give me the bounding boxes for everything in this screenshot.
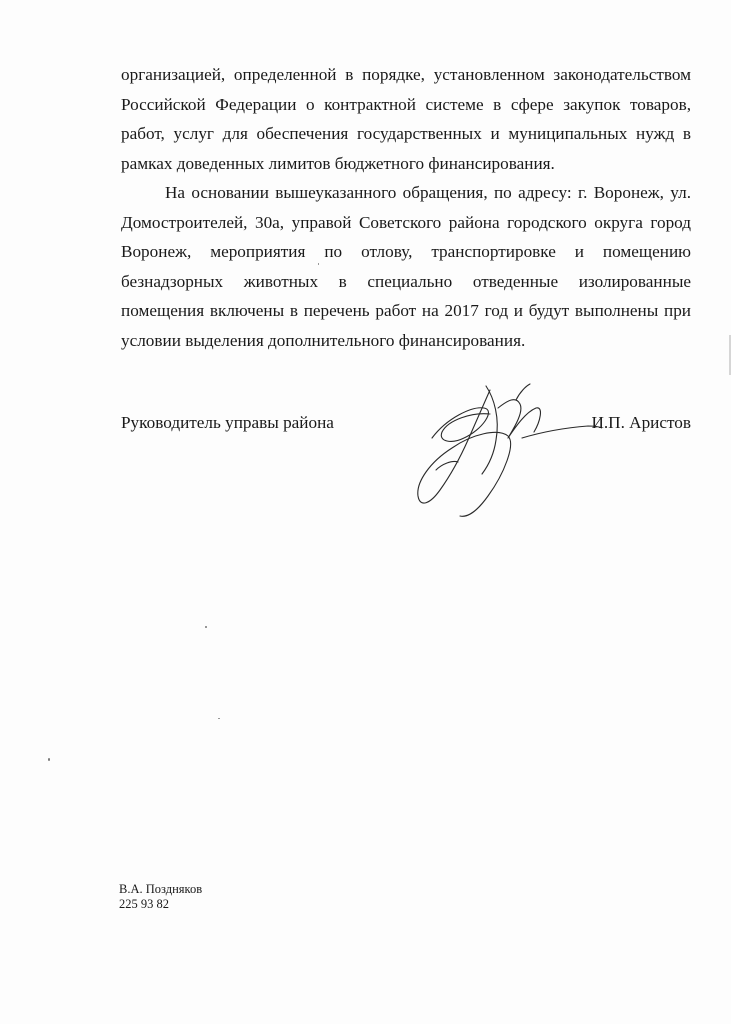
signer-name: И.П. Аристов [591, 413, 691, 432]
executor-info [119, 882, 202, 912]
paragraph-main: На основании вышеуказанного обращения, по адресу: г. Воронеж, ул. Домостроителей, 30а, управой Советского района городского округа город Воронеж, мероприятия по отлову, транспортировке и помещению безнадзорных животных в специально отведенные изолированные помещения включены в перечень работ на 2017 год и будут выполнены при условии выделения дополнительного финансирования. [121, 183, 691, 350]
executor-name: В.А. Поздняков [119, 882, 203, 896]
executor-phone: 225 93 82 [119, 897, 169, 911]
signer-position: Руководитель управы района [121, 413, 334, 432]
signature-block [121, 413, 691, 443]
handwritten-signature [412, 378, 602, 523]
letter-body [121, 60, 691, 355]
paragraph-continuation: организацией, определенной в порядке, установленном законодательством Российской Федерации о контрактной системе в сфере закупок товаров, работ, услуг для обеспечения государственных и муниципальных нужд в рамках доведенных лимитов бюджетного финансирования. [121, 65, 691, 173]
